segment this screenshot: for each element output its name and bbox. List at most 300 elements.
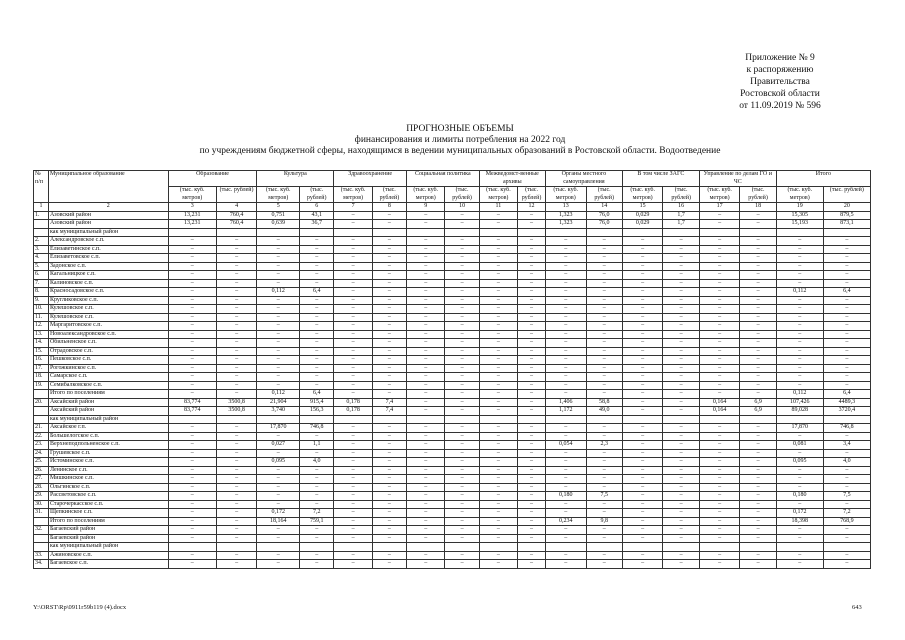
value-cell: –: [334, 551, 372, 560]
value-cell: –: [622, 441, 663, 450]
column-number: 13: [545, 203, 586, 212]
value-cell: –: [479, 356, 517, 365]
row-number-cell: 11.: [34, 313, 49, 322]
table-row: [34, 356, 871, 365]
value-cell: –: [699, 526, 740, 535]
value-cell: –: [622, 305, 663, 314]
value-cell: –: [545, 347, 586, 356]
value-cell: –: [740, 364, 776, 373]
value-cell: –: [776, 432, 823, 441]
value-cell: 0,639: [257, 220, 300, 229]
municipality-name-cell: Аксайский район: [48, 407, 168, 416]
table-row: [34, 390, 871, 399]
municipality-name-cell: как муниципальный район: [48, 228, 168, 237]
value-cell: –: [407, 500, 445, 509]
value-cell: –: [699, 347, 740, 356]
value-cell: –: [372, 305, 406, 314]
value-cell: –: [334, 458, 372, 467]
value-cell: –: [823, 279, 870, 288]
value-cell: –: [586, 364, 622, 373]
value-cell: –: [334, 449, 372, 458]
value-cell: –: [699, 500, 740, 509]
value-cell: –: [407, 483, 445, 492]
column-number: 17: [699, 203, 740, 212]
value-cell: –: [740, 305, 776, 314]
value-cell: –: [663, 517, 699, 526]
value-cell: 1,7: [663, 211, 699, 220]
value-cell: –: [372, 373, 406, 382]
value-cell: –: [216, 254, 257, 263]
appendix-line: Правительства: [750, 77, 810, 87]
value-cell: –: [823, 373, 870, 382]
value-cell: –: [622, 500, 663, 509]
value-cell: 107,426: [776, 398, 823, 407]
value-cell: –: [372, 526, 406, 535]
value-cell: –: [823, 466, 870, 475]
value-cell: –: [622, 407, 663, 416]
value-cell: 759,1: [300, 517, 334, 526]
value-cell: 7,5: [823, 492, 870, 501]
value-cell: –: [216, 449, 257, 458]
value-cell: –: [216, 432, 257, 441]
value-cell: 9,8: [586, 517, 622, 526]
value-cell: –: [699, 424, 740, 433]
value-cell: –: [518, 432, 546, 441]
value-cell: –: [518, 534, 546, 543]
table-row: [34, 296, 871, 305]
value-cell: –: [622, 322, 663, 331]
value-cell: –: [445, 373, 479, 382]
value-cell: –: [334, 279, 372, 288]
value-cell: –: [168, 330, 216, 339]
value-cell: –: [216, 492, 257, 501]
value-cell: –: [663, 245, 699, 254]
value-cell: –: [663, 458, 699, 467]
value-cell: –: [372, 492, 406, 501]
value-cell: –: [257, 245, 300, 254]
value-cell: –: [663, 466, 699, 475]
value-cell: –: [372, 517, 406, 526]
value-cell: –: [586, 356, 622, 365]
value-cell: –: [407, 432, 445, 441]
value-cell: –: [407, 254, 445, 263]
value-cell: –: [823, 526, 870, 535]
appendix-line: к распоряжению: [746, 65, 814, 75]
sub-header-volume: (тыс. куб. метров): [622, 187, 663, 203]
value-cell: –: [663, 237, 699, 246]
value-cell: –: [372, 288, 406, 297]
value-cell: –: [445, 211, 479, 220]
row-number-cell: [34, 390, 49, 399]
row-number-cell: 33.: [34, 551, 49, 560]
value-cell: [334, 415, 372, 424]
value-cell: –: [663, 390, 699, 399]
value-cell: –: [479, 347, 517, 356]
value-cell: –: [479, 441, 517, 450]
value-cell: [372, 415, 406, 424]
value-cell: –: [372, 500, 406, 509]
value-cell: –: [622, 560, 663, 569]
value-cell: –: [257, 364, 300, 373]
sub-header-money: (тыс. рублей): [663, 187, 699, 203]
value-cell: –: [334, 381, 372, 390]
value-cell: 0,027: [257, 441, 300, 450]
value-cell: 0,081: [776, 441, 823, 450]
municipality-name-cell: Аксайское г.п.: [48, 424, 168, 433]
row-number-cell: 34.: [34, 560, 49, 569]
value-cell: –: [372, 364, 406, 373]
value-cell: –: [407, 560, 445, 569]
value-cell: 15,305: [776, 211, 823, 220]
value-cell: [372, 228, 406, 237]
value-cell: –: [699, 254, 740, 263]
sub-header-volume: (тыс. куб. метров): [776, 187, 823, 203]
value-cell: –: [168, 475, 216, 484]
value-cell: –: [445, 449, 479, 458]
value-cell: –: [372, 237, 406, 246]
value-cell: –: [372, 262, 406, 271]
value-cell: 0,180: [545, 492, 586, 501]
value-cell: –: [545, 381, 586, 390]
value-cell: –: [445, 509, 479, 518]
value-cell: [334, 543, 372, 552]
value-cell: –: [622, 509, 663, 518]
value-cell: –: [740, 509, 776, 518]
column-number: 7: [334, 203, 372, 212]
row-number-cell: 2.: [34, 237, 49, 246]
value-cell: [445, 415, 479, 424]
value-cell: 0,164: [699, 407, 740, 416]
value-cell: –: [699, 330, 740, 339]
sub-header-money: (тыс. рублей): [823, 187, 870, 203]
column-number: 8: [372, 203, 406, 212]
value-cell: –: [216, 373, 257, 382]
value-cell: –: [168, 517, 216, 526]
value-cell: –: [479, 279, 517, 288]
row-number-cell: 4.: [34, 254, 49, 263]
value-cell: –: [334, 254, 372, 263]
row-number-cell: 21.: [34, 424, 49, 433]
municipality-name-cell: как муниципальный район: [48, 543, 168, 552]
value-cell: –: [216, 364, 257, 373]
value-cell: –: [622, 424, 663, 433]
value-cell: 4489,3: [823, 398, 870, 407]
municipality-name-cell: Кругликовское с.п.: [48, 296, 168, 305]
value-cell: –: [216, 271, 257, 280]
municipality-name-cell: Самарское с.п.: [48, 373, 168, 382]
value-cell: –: [823, 296, 870, 305]
value-cell: [300, 228, 334, 237]
value-cell: –: [586, 509, 622, 518]
value-cell: [257, 228, 300, 237]
value-cell: [545, 415, 586, 424]
value-cell: –: [334, 364, 372, 373]
value-cell: –: [445, 220, 479, 229]
value-cell: –: [407, 475, 445, 484]
value-cell: –: [545, 279, 586, 288]
value-cell: –: [545, 339, 586, 348]
value-cell: –: [479, 483, 517, 492]
value-cell: –: [257, 526, 300, 535]
value-cell: –: [257, 475, 300, 484]
column-number: 5: [257, 203, 300, 212]
value-cell: [168, 228, 216, 237]
value-cell: –: [663, 492, 699, 501]
value-cell: –: [168, 492, 216, 501]
value-cell: –: [216, 534, 257, 543]
value-cell: –: [407, 407, 445, 416]
value-cell: –: [372, 254, 406, 263]
value-cell: –: [334, 305, 372, 314]
row-number-cell: [34, 220, 49, 229]
column-number: 11: [479, 203, 517, 212]
municipality-name-cell: Елизаветинское с.п.: [48, 245, 168, 254]
value-cell: –: [372, 347, 406, 356]
value-cell: –: [663, 339, 699, 348]
value-cell: –: [216, 390, 257, 399]
value-cell: –: [445, 560, 479, 569]
value-cell: –: [216, 296, 257, 305]
value-cell: 0,112: [257, 390, 300, 399]
column-number: 19: [776, 203, 823, 212]
value-cell: –: [663, 381, 699, 390]
value-cell: –: [216, 551, 257, 560]
municipality-name-cell: Задонское с.п.: [48, 262, 168, 271]
value-cell: –: [216, 424, 257, 433]
sub-header-money: (тыс. рублей): [372, 187, 406, 203]
table-row: [34, 279, 871, 288]
value-cell: –: [622, 432, 663, 441]
value-cell: 760,4: [216, 220, 257, 229]
value-cell: –: [407, 526, 445, 535]
value-cell: –: [740, 279, 776, 288]
municipality-name-cell: Отрадовское с.п.: [48, 347, 168, 356]
value-cell: [300, 543, 334, 552]
value-cell: –: [823, 347, 870, 356]
value-cell: –: [586, 381, 622, 390]
row-number-cell: 9.: [34, 296, 49, 305]
value-cell: –: [216, 381, 257, 390]
column-number: 16: [663, 203, 699, 212]
value-cell: –: [372, 356, 406, 365]
value-cell: –: [216, 279, 257, 288]
value-cell: 0,178: [334, 398, 372, 407]
value-cell: –: [776, 475, 823, 484]
value-cell: –: [699, 339, 740, 348]
value-cell: 6,4: [823, 288, 870, 297]
value-cell: –: [300, 483, 334, 492]
value-cell: 746,8: [823, 424, 870, 433]
value-cell: –: [776, 330, 823, 339]
value-cell: 0,054: [545, 441, 586, 450]
value-cell: 2,3: [586, 441, 622, 450]
value-cell: –: [586, 237, 622, 246]
value-cell: –: [622, 492, 663, 501]
value-cell: –: [445, 271, 479, 280]
value-cell: –: [740, 560, 776, 569]
value-cell: 6,4: [823, 390, 870, 399]
value-cell: –: [334, 534, 372, 543]
value-cell: –: [257, 534, 300, 543]
value-cell: –: [699, 305, 740, 314]
value-cell: –: [372, 466, 406, 475]
municipality-name-cell: Ажиновское с.п.: [48, 551, 168, 560]
value-cell: [663, 543, 699, 552]
value-cell: 58,8: [586, 398, 622, 407]
value-cell: [479, 228, 517, 237]
value-cell: –: [823, 364, 870, 373]
municipality-name-cell: как муниципальный район: [48, 415, 168, 424]
value-cell: –: [699, 279, 740, 288]
value-cell: –: [445, 466, 479, 475]
value-cell: –: [334, 475, 372, 484]
row-number-cell: 29.: [34, 492, 49, 501]
value-cell: –: [518, 509, 546, 518]
municipality-name-cell: Кагальницкое с.п.: [48, 271, 168, 280]
value-cell: –: [334, 211, 372, 220]
value-cell: –: [407, 534, 445, 543]
value-cell: –: [699, 466, 740, 475]
value-cell: [479, 543, 517, 552]
value-cell: [518, 415, 546, 424]
value-cell: –: [545, 237, 586, 246]
value-cell: –: [518, 475, 546, 484]
group-header: Культура: [257, 171, 334, 187]
value-cell: –: [545, 483, 586, 492]
value-cell: –: [518, 441, 546, 450]
value-cell: –: [663, 509, 699, 518]
value-cell: 1,323: [545, 220, 586, 229]
value-cell: –: [168, 441, 216, 450]
value-cell: [740, 228, 776, 237]
sub-header-volume: (тыс. куб. метров): [334, 187, 372, 203]
value-cell: –: [545, 424, 586, 433]
value-cell: –: [216, 262, 257, 271]
table-row: [34, 228, 871, 237]
value-cell: –: [300, 237, 334, 246]
value-cell: –: [740, 330, 776, 339]
value-cell: –: [216, 441, 257, 450]
value-cell: –: [445, 322, 479, 331]
value-cell: –: [586, 534, 622, 543]
value-cell: –: [518, 449, 546, 458]
value-cell: 1,7: [663, 220, 699, 229]
value-cell: –: [545, 322, 586, 331]
sub-header-volume: (тыс. куб. метров): [407, 187, 445, 203]
value-cell: –: [334, 517, 372, 526]
value-cell: –: [663, 347, 699, 356]
value-cell: –: [699, 458, 740, 467]
value-cell: –: [663, 424, 699, 433]
value-cell: –: [663, 356, 699, 365]
value-cell: –: [663, 254, 699, 263]
value-cell: –: [740, 313, 776, 322]
value-cell: 18,164: [257, 517, 300, 526]
value-cell: [622, 543, 663, 552]
value-cell: –: [699, 296, 740, 305]
value-cell: –: [300, 322, 334, 331]
value-cell: –: [740, 390, 776, 399]
row-number-cell: 1.: [34, 211, 49, 220]
value-cell: [216, 415, 257, 424]
value-cell: –: [257, 339, 300, 348]
row-number-cell: 6.: [34, 271, 49, 280]
value-cell: –: [518, 296, 546, 305]
value-cell: –: [257, 237, 300, 246]
value-cell: –: [334, 432, 372, 441]
table-row: [34, 517, 871, 526]
value-cell: –: [776, 237, 823, 246]
value-cell: –: [823, 262, 870, 271]
value-cell: –: [823, 432, 870, 441]
value-cell: [168, 543, 216, 552]
value-cell: –: [776, 313, 823, 322]
value-cell: –: [740, 381, 776, 390]
value-cell: –: [216, 356, 257, 365]
column-number: 15: [622, 203, 663, 212]
value-cell: –: [823, 322, 870, 331]
value-cell: 4,0: [300, 458, 334, 467]
table-row: [34, 339, 871, 348]
value-cell: –: [334, 271, 372, 280]
value-cell: –: [372, 509, 406, 518]
value-cell: [168, 415, 216, 424]
group-header: Здравоохранение: [334, 171, 407, 187]
value-cell: –: [479, 339, 517, 348]
row-number-cell: 12.: [34, 322, 49, 331]
value-cell: –: [740, 534, 776, 543]
table-row: [34, 560, 871, 569]
value-cell: –: [518, 271, 546, 280]
municipality-name-cell: Елизаветовское с.п.: [48, 254, 168, 263]
value-cell: –: [445, 296, 479, 305]
municipality-name-cell: Рассветовское с.п.: [48, 492, 168, 501]
value-cell: –: [300, 475, 334, 484]
group-header: Социальная политика: [407, 171, 480, 187]
row-number-cell: [34, 228, 49, 237]
value-cell: 760,4: [216, 211, 257, 220]
value-cell: –: [445, 313, 479, 322]
value-cell: –: [823, 449, 870, 458]
value-cell: –: [479, 254, 517, 263]
value-cell: –: [740, 551, 776, 560]
value-cell: 17,870: [257, 424, 300, 433]
value-cell: –: [518, 373, 546, 382]
value-cell: –: [445, 330, 479, 339]
value-cell: 13,231: [168, 211, 216, 220]
value-cell: 83,774: [168, 407, 216, 416]
footer-page-number: 643: [852, 604, 862, 611]
value-cell: 89,028: [776, 407, 823, 416]
value-cell: –: [334, 560, 372, 569]
value-cell: –: [518, 458, 546, 467]
value-cell: –: [216, 347, 257, 356]
value-cell: –: [740, 449, 776, 458]
row-number-cell: 10.: [34, 305, 49, 314]
value-cell: –: [479, 330, 517, 339]
value-cell: –: [518, 390, 546, 399]
value-cell: –: [663, 313, 699, 322]
value-cell: –: [518, 381, 546, 390]
municipality-name-cell: Багаевский район: [48, 534, 168, 543]
value-cell: 3,4: [823, 441, 870, 450]
value-cell: –: [479, 220, 517, 229]
value-cell: –: [622, 483, 663, 492]
value-cell: –: [518, 254, 546, 263]
value-cell: –: [740, 466, 776, 475]
value-cell: –: [776, 339, 823, 348]
value-cell: –: [586, 526, 622, 535]
